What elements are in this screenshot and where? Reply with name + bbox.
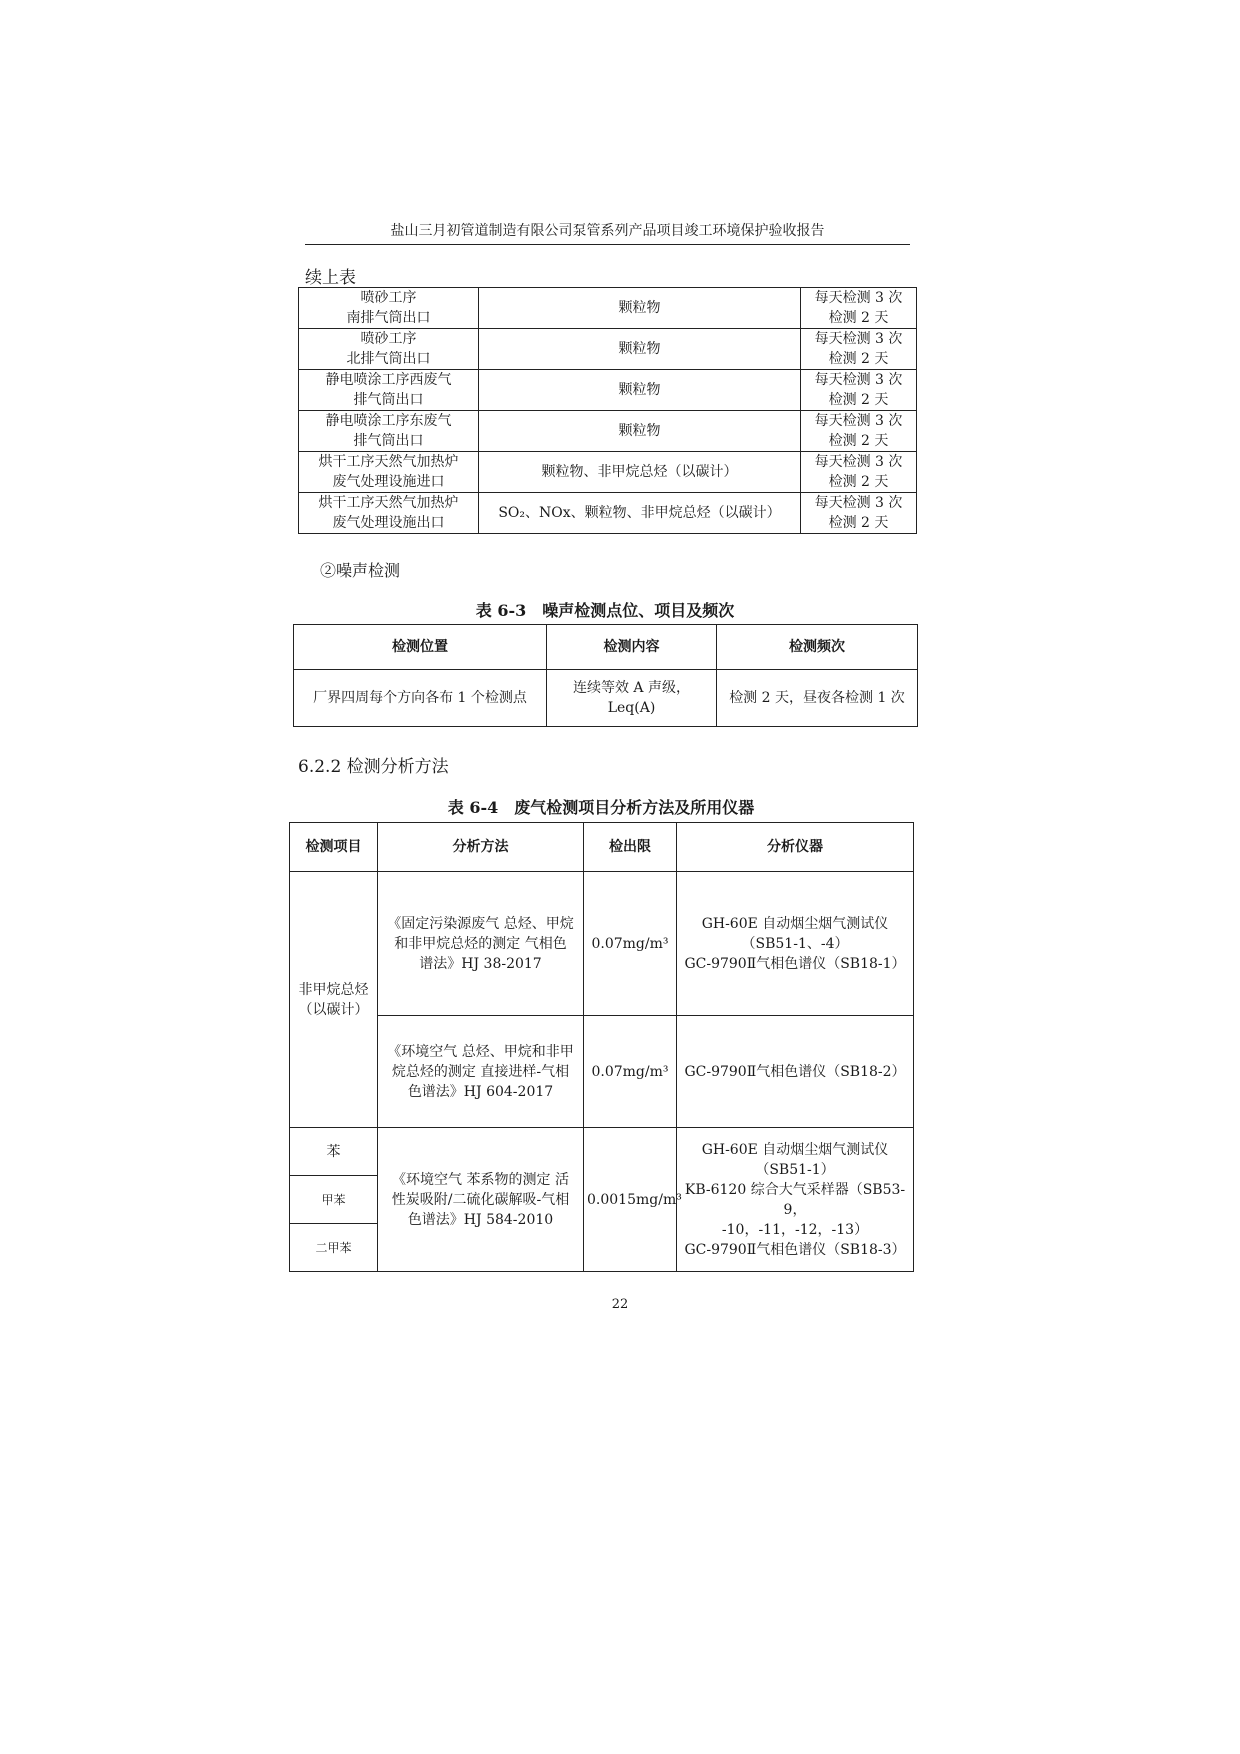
location-cell-line: 废气处理设施进口 (332, 474, 445, 490)
frequency-cell (801, 288, 917, 329)
location-cell (299, 452, 479, 493)
noise-location: 厂界四周每个方向各布 1 个检测点 (294, 670, 547, 727)
frequency-cell (801, 329, 917, 370)
location-cell-line: 喷砂工序 (360, 290, 417, 306)
noise-content-line: 连续等效 A 声级， (572, 680, 690, 696)
method-line: 性炭吸附/二硫化碳解吸-气相 (391, 1191, 570, 1208)
nmhc-item (290, 872, 378, 1128)
method-cell (378, 1016, 584, 1128)
location-cell-line: 静电喷涂工序东废气 (325, 413, 452, 429)
location-cell (299, 370, 479, 411)
limit-cell: 0.0015mg/m³ (584, 1128, 677, 1272)
instrument-line: （SB51-1、-4） (741, 935, 849, 952)
section-heading: 6.2.2 检测分析方法 (298, 757, 449, 777)
location-cell-line: 烘干工序天然气加热炉 (318, 495, 459, 511)
items-cell: 颗粒物 (479, 288, 801, 329)
item-line: （以碳计） (298, 1001, 369, 1018)
items-cell: 颗粒物 (479, 329, 801, 370)
table-row (290, 1016, 914, 1128)
instrument-line: GC-9790Ⅱ气相色谱仪（SB18-1） (684, 955, 906, 972)
limit-cell: 0.07mg/m³ (584, 872, 677, 1016)
method-line: 烷总烃的测定 直接进样-气相 (391, 1063, 570, 1080)
noise-content-line: Leq(A) (607, 700, 656, 716)
table-6-2-continued (298, 287, 917, 534)
header-instrument: 分析仪器 (677, 823, 914, 872)
instrument-line: -10，-11，-12，-13） (721, 1221, 869, 1238)
noise-frequency: 检测 2 天，昼夜各检测 1 次 (717, 670, 918, 727)
frequency-cell (801, 452, 917, 493)
instrument-line: GH-60E 自动烟尘烟气测试仪 (701, 1141, 889, 1158)
method-line: 《环境空气 总烃、甲烷和非甲 (387, 1043, 574, 1060)
instrument-line: （SB51-1） (755, 1161, 835, 1178)
items-cell: 颗粒物 (479, 370, 801, 411)
location-cell-line: 排气筒出口 (353, 392, 424, 408)
benzene-item: 苯 (290, 1128, 378, 1176)
table-row (290, 1128, 914, 1176)
frequency-cell-line: 每天检测 3 次 (814, 454, 903, 470)
table-row (299, 493, 917, 534)
method-line: 色谱法》HJ 604-2017 (407, 1083, 554, 1100)
frequency-cell-line: 检测 2 天 (828, 392, 889, 408)
location-cell-line: 静电喷涂工序西废气 (325, 372, 452, 388)
location-cell-line: 南排气筒出口 (346, 310, 431, 326)
location-cell-line: 废气处理设施出口 (332, 515, 445, 531)
method-cell (378, 872, 584, 1016)
page-number: 22 (611, 1297, 629, 1312)
instrument-cell (677, 872, 914, 1016)
frequency-cell-line: 每天检测 3 次 (814, 495, 903, 511)
frequency-cell-line: 检测 2 天 (828, 474, 889, 490)
location-cell-line: 喷砂工序 (360, 331, 417, 347)
frequency-cell-line: 检测 2 天 (828, 515, 889, 531)
frequency-cell (801, 411, 917, 452)
table-row (299, 452, 917, 493)
method-line: 谱法》HJ 38-2017 (419, 955, 542, 972)
frequency-cell-line: 检测 2 天 (828, 310, 889, 326)
frequency-cell (801, 370, 917, 411)
instrument-line: KB-6120 综合大气采样器（SB53-9， (684, 1181, 906, 1218)
item-line: 非甲烷总烃 (298, 981, 369, 998)
header-frequency: 检测频次 (717, 625, 918, 670)
toluene-item: 甲苯 (290, 1176, 378, 1224)
location-cell (299, 288, 479, 329)
location-cell (299, 411, 479, 452)
location-cell-line: 烘干工序天然气加热炉 (318, 454, 459, 470)
location-cell (299, 329, 479, 370)
items-cell: 颗粒物 (479, 411, 801, 452)
table-row (299, 288, 917, 329)
table-header-row (290, 823, 914, 872)
location-cell (299, 493, 479, 534)
table-6-4-caption: 表 6-4 废气检测项目分析方法及所用仪器 (447, 798, 755, 817)
header-method: 分析方法 (378, 823, 584, 872)
method-line: 《固定污染源废气 总烃、甲烷 (387, 915, 574, 932)
header-location: 检测位置 (294, 625, 547, 670)
limit-cell: 0.07mg/m³ (584, 1016, 677, 1128)
instrument-line: GH-60E 自动烟尘烟气测试仪 (701, 915, 889, 932)
location-cell-line: 北排气筒出口 (346, 351, 431, 367)
items-cell: SO₂、NOx、颗粒物、非甲烷总烃（以碳计） (479, 493, 801, 534)
frequency-cell-line: 每天检测 3 次 (814, 290, 903, 306)
frequency-cell-line: 每天检测 3 次 (814, 413, 903, 429)
method-line: 色谱法》HJ 584-2010 (407, 1211, 554, 1228)
table-6-4 (289, 822, 914, 1272)
method-line: 《环境空气 苯系物的测定 活 (392, 1171, 569, 1188)
frequency-cell-line: 检测 2 天 (828, 351, 889, 367)
page-header: 盐山三月初管道制造有限公司泵管系列产品项目竣工环境保护验收报告 (305, 220, 910, 245)
table-6-3-caption: 表 6-3 噪声检测点位、项目及频次 (475, 601, 735, 620)
frequency-cell-line: 每天检测 3 次 (814, 372, 903, 388)
location-cell-line: 排气筒出口 (353, 433, 424, 449)
noise-content (547, 670, 717, 727)
header-limit: 检出限 (584, 823, 677, 872)
table-row (299, 411, 917, 452)
header-content: 检测内容 (547, 625, 717, 670)
table-row (290, 872, 914, 1016)
instrument-cell (677, 1128, 914, 1272)
table-6-3 (293, 624, 918, 727)
table-row (299, 329, 917, 370)
frequency-cell-line: 检测 2 天 (828, 433, 889, 449)
frequency-cell (801, 493, 917, 534)
continuation-label: 续上表 (305, 268, 356, 288)
instrument-line: GC-9790Ⅱ气相色谱仪（SB18-3） (684, 1241, 906, 1258)
method-line: 和非甲烷总烃的测定 气相色 (394, 935, 567, 952)
items-cell: 颗粒物、非甲烷总烃（以碳计） (479, 452, 801, 493)
header-item: 检测项目 (290, 823, 378, 872)
xylene-item: 二甲苯 (290, 1224, 378, 1272)
noise-subtitle: ②噪声检测 (320, 561, 401, 580)
table-row (299, 370, 917, 411)
instrument-cell: GC-9790Ⅱ气相色谱仪（SB18-2） (677, 1016, 914, 1128)
table-row (294, 670, 918, 727)
frequency-cell-line: 每天检测 3 次 (814, 331, 903, 347)
method-cell (378, 1128, 584, 1272)
table-header-row (294, 625, 918, 670)
